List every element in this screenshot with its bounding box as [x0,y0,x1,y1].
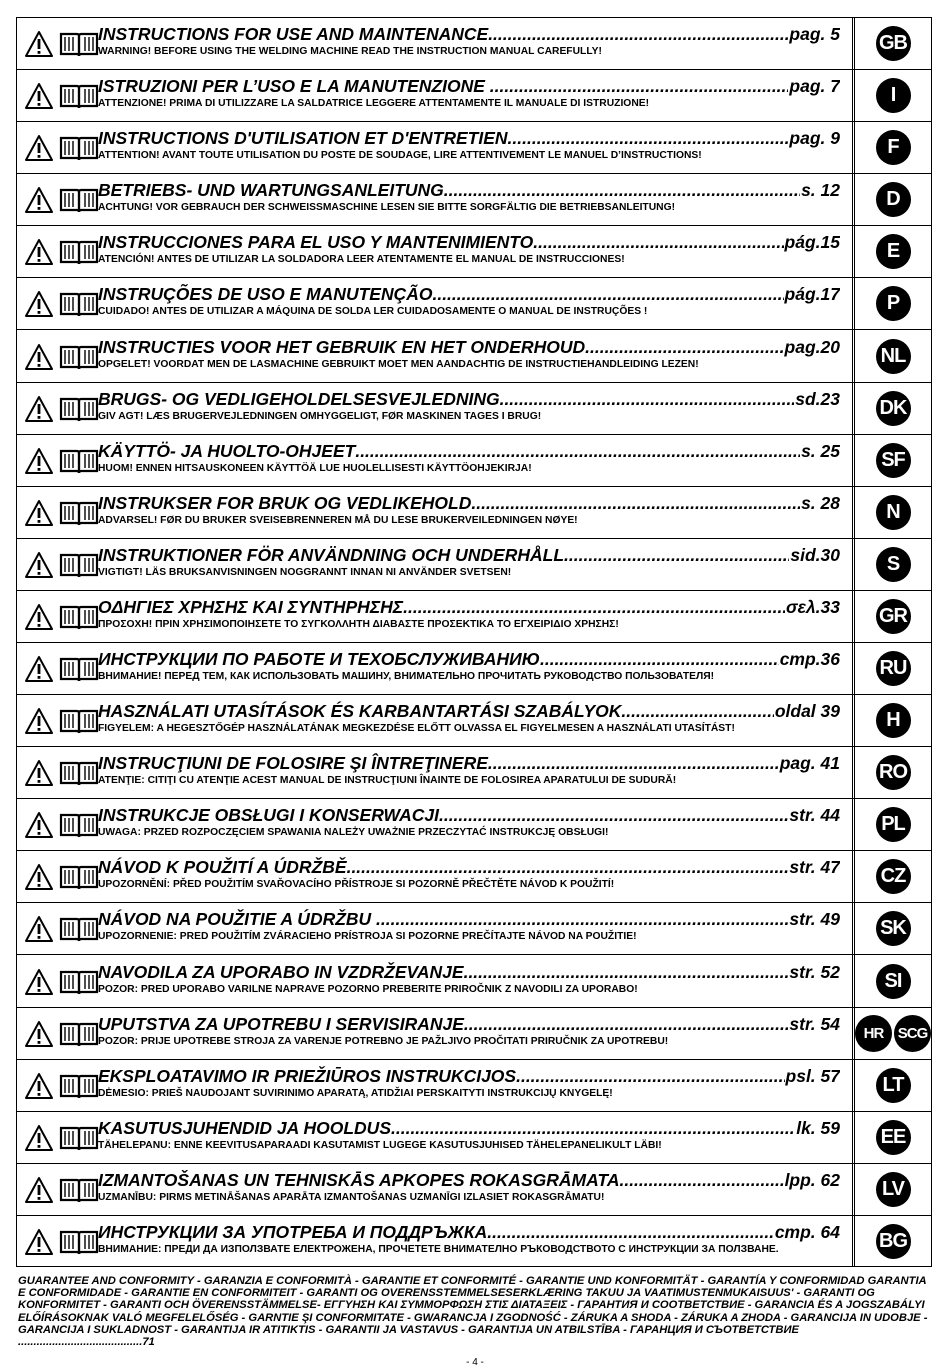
section-title-text: ИНСТРУКЦИИ ЗА УПОТРЕБА И ПОДДРЪЖКА [98,1221,488,1242]
row-icons [25,30,105,60]
contents-row [17,643,931,695]
language-badge: I [876,78,911,113]
language-badge-area [853,278,933,329]
contents-row [17,747,931,799]
section-title-text: UPUTSTVA ZA UPOTREBU I SERVISIRANJE [98,1013,464,1034]
language-badge: SF [876,443,911,478]
language-badge: LV [876,1172,911,1207]
manual-book-icon [59,759,99,787]
section-title-text: INSTRUKSER FOR BRUK OG VEDLIKEHOLD [98,492,472,513]
section-warning: OPGELET! VOORDAT MEN DE LASMACHINE GEBRUIKT MOET MEN AANDACHTIG DE INSTRUCTIEHANDLEIDING LEZEN! [98,358,699,370]
row-icons [25,1228,105,1258]
section-warning: ATENCIÓN! ANTES DE UTILIZAR LA SOLDADORA LEER ATENTAMENTE EL MANUAL DE INSTRUCCIONES! [98,254,625,266]
section-warning: ATENŢIE: CITIŢI CU ATENŢIE ACEST MANUAL DE INSTRUCŢIUNI ÎNAINTE DE FOLOSIREA APARATULUI DE SUDURĂ! [98,775,677,787]
section-warning: ΠΡΟΣΟΧΗ! ΠΡΙΝ ΧΡΗΣΙΜΟΠΟΙΗΣΕΤΕ ΤΟ ΣΥΓΚΟΛΛΗΤΗ ΔΙΑΒΑΣΤΕ ΠΡΟΣΕΚΤΙΚΑ ΤΟ ΕΓΧΕΙΡΙΔΙΟ ΧΡΗΣΗΣ! [98,618,619,630]
section-page-ref: σελ.33 [785,596,840,617]
row-icons [25,134,105,164]
section-title [98,753,840,773]
manual-book-icon [59,343,99,371]
section-title [98,1014,840,1034]
section-title [98,1066,840,1086]
contents-row [17,799,931,851]
section-title [98,1170,840,1190]
leader-dots [403,597,785,617]
section-title-text: BETRIEBS- UND WARTUNGSANLEITUNG [98,180,444,201]
language-badge: RO [876,755,911,790]
section-title-text: ИНСТРУКЦИИ ПО РАБОТЕ И ТЕХОБСЛУЖИВАНИЮ [98,649,540,669]
row-icons [25,290,105,320]
language-badge: GB [876,26,911,61]
section-title [98,701,840,721]
section-title-text: NÁVOD NA POUŽITIE A ÚDRŽBU . [98,909,381,930]
row-icons [25,707,105,737]
manual-book-icon [59,968,99,996]
warning-triangle-icon [25,863,53,891]
manual-book-icon [59,863,99,891]
contents-row [17,70,931,122]
language-badge: HR [855,1015,892,1052]
section-title [98,649,840,669]
section-title-text: BRUGS- OG VEDLIGEHOLDELSESVEJLEDNING [98,388,500,409]
section-page-ref: psl. 57 [785,1065,840,1086]
section-page-ref: lpp. 62 [784,1169,840,1190]
language-badge: SK [876,911,911,946]
section-warning: DĖMESIO: PRIEŠ NAUDOJANT SUVIRINIMO APARATĄ, ATIDŽIAI PERSKAITYTI INSTRUKCIJŲ KNYGELĘ! [98,1087,613,1099]
leader-dots [488,753,779,773]
contents-row [17,695,931,747]
section-title [98,24,840,44]
row-icons [25,499,105,529]
section-warning: UPOZORNĚNÍ: PŘED POUŽITÍM SVAŘOVACÍHO PŘÍSTROJE SI POZORNĚ PŘEČTĚTE NÁVOD K POUŽITÍ! [98,879,615,891]
section-title-text: INSTRUCTIES VOOR HET GEBRUIK EN HET ONDERHOUD [98,336,586,357]
leader-dots [444,180,800,200]
language-badge: H [876,703,911,738]
leader-dots [487,1222,774,1242]
section-warning: POZOR: PRED UPORABO VARILNE NAPRAVE POZORNO PREBERITE PRIROČNIK Z NAVODILI ZA UPORABO! [98,983,638,995]
row-icons [25,1020,105,1050]
section-warning: ATTENZIONE! PRIMA DI UTILIZZARE LA SALDATRICE LEGGERE ATTENTAMENTE IL MANUALE DI ISTRUZIONE! [98,98,650,110]
section-warning: ВНИМАНИЕ! ПЕРЕД ТЕМ, КАК ИСПОЛЬЗОВАТЬ МАШИНУ, ВНИМАТЕЛЬНО ПРОЧИТАТЬ РУКОВОДСТВО ПОЛЬЗОВАТЕЛЯ! [98,671,715,682]
section-warning: ATTENTION! AVANT TOUTE UTILISATION DU POSTE DE SOUDAGE, LIRE ATTENTIVEMENT LE MANUEL D’INSTRUCTIONS! [98,150,702,162]
section-title-text: INSTRUCCIONES PARA EL USO Y MANTENIMIENTO [98,232,534,253]
contents-row [17,435,931,487]
section-warning: CUIDADO! ANTES DE UTILIZAR A MÁQUINA DE SOLDA LER CUIDADOSAMENTE O MANUAL DE INSTRUÇÕES ! [98,306,648,318]
manual-book-icon [59,134,99,162]
section-title [98,284,840,304]
manual-book-icon [59,1228,99,1256]
contents-rows [17,18,931,1266]
leader-dots [500,76,789,96]
contents-row [17,539,931,591]
row-icons [25,1124,105,1154]
language-badge-area [853,591,933,642]
language-badge-area [853,1060,933,1111]
warning-triangle-icon [25,1020,53,1048]
row-icons [25,1176,105,1206]
section-title [98,180,840,200]
section-warning: FIGYELEM: A HEGESZTŐGÉP HASZNÁLATÁNAK MEGKEZDÉSE ELŐTT OLVASSA EL FIGYELMESEN A HASZNÁLATI UTASÍTÁST! [98,723,735,735]
row-icons [25,863,105,893]
language-badge-area [853,1112,933,1163]
manual-book-icon [59,915,99,943]
warning-triangle-icon [25,811,53,839]
language-badge-area [853,1164,933,1215]
manual-book-icon [59,238,99,266]
manual-book-icon [59,499,99,527]
contents-row [17,18,931,70]
row-icons [25,238,105,268]
warning-triangle-icon [25,290,53,318]
row-icons [25,603,105,633]
leader-dots [439,805,788,825]
column-divider [852,18,855,1266]
leader-dots [464,1014,788,1034]
language-badge-area [853,956,933,1007]
section-title-text: EKSPLOATAVIMO IR PRIEŽIŪROS INSTRUKCIJOS [98,1065,517,1086]
manual-book-icon [59,82,99,110]
section-title-text: INSTRUÇÕES DE USO E MANUTENÇÃO [98,284,433,305]
manual-book-icon [59,1124,99,1152]
section-warning: WARNING! BEFORE USING THE WELDING MACHINE READ THE INSTRUCTION MANUAL CAREFULLY! [98,46,602,57]
language-badge-area [853,851,933,902]
section-warning: POZOR: PRIJE UPOTREBE STROJA ZA VARENJE POTREBNO JE PAŽLJIVO PROČITATI PRIRUČNIK ZA UPOTREBU! [98,1035,669,1047]
leader-dots [391,1118,795,1138]
section-title-text: INSTRUCTIONS D'UTILISATION ET D'ENTRETIEN [98,128,508,149]
contents-row [17,278,931,330]
contents-row [17,851,931,903]
contents-row [17,1216,931,1268]
section-title [98,857,840,877]
warning-triangle-icon [25,603,53,631]
language-badge-area [853,903,933,954]
leader-dots [619,1170,783,1190]
language-badge: CZ [876,859,911,894]
language-badge: EE [876,1120,911,1155]
warning-triangle-icon [25,1124,53,1152]
section-warning: UPOZORNENIE: PRED POUŽITÍM ZVÁRACIEHO PRÍSTROJA SI POZORNE PREČÍTAJTE NÁVOD NA POUŽITIE! [98,931,637,943]
contents-row [17,487,931,539]
language-badge: P [876,286,911,321]
section-title-text: NAVODILA ZA UPORABO IN VZDRŽEVANJE [98,961,464,982]
section-title [98,962,840,982]
section-title-text: NÁVOD K POUŽITÍ A ÚDRŽBĚ [98,857,347,878]
section-warning: HUOM! ENNEN HITSAUSKONEEN KÄYTTÖÄ LUE HUOLELLISESTI KÄYTTÖOHJEKIRJA! [98,462,532,474]
language-badge: DK [876,391,911,426]
warning-triangle-icon [25,759,53,787]
section-title [98,1222,840,1242]
section-title-text: KÄYTTÖ- JA HUOLTO-OHJEET [98,440,356,461]
manual-book-icon [59,551,99,579]
contents-row [17,122,931,174]
section-warning: UWAGA: PRZED ROZPOCZĘCIEM SPAWANIA NALEŻY UWAŻNIE PRZECZYTAĆ INSTRUKCJĘ OBSŁUGI! [98,827,609,839]
section-title-text: INSTRUCŢIUNI DE FOLOSIRE ŞI ÎNTREŢINERE [98,753,488,774]
language-badge: LT [876,1068,911,1103]
guarantee-footer: GUARANTEE AND CONFORMITY - GARANZIA E CONFORMITÀ - GARANTIE ET CONFORMITÉ - GARANTIE UND KONFORMITÄT - GARANTÍA Y CONFORMIDAD GARANTIA E CONFORMIDADE - GARANTIE EN CONFORMITEIT - GARANTI OG OVERENSSTEMMELSESERKLÆRING TAKUU JA VAATIMUSTENMUKAISUUS' - GARANTI OG KONFORMITET - GARANTI OCH ÖVERENSSTÄMMELSE- ΕΓΓΥΗΣΗ ΚΑΙ ΣΥΜΜΟΡΦΩΣΗ ΣΤΙΣ ΔΙΑΤΑΞΕΙΣ - ГАРАНТИЯ И СООТВЕТСТВИЕ - GARANCIA ÉS A JOGSZABÁLYI ELŐÍRÁSOKNAK VALÓ MEGFELELŐSÉG - GARNTIE ŞI CONFORMITATE - GWARANCJA I ZGODNOŚĆ - ZÁRUKA A SHODA - ZÁRUKA A ZHODA - GARANCIJA IN UDOBJE - GARANCIJA I SUKLADNOST - GARANTIJA IR ATITIKTIS - GARANTII JA VASTAVUS - GARANTIJA UN ATBILSTĪBA - ГАРАНЦИЯ И СЪОТВЕТСТВИЕ ........................................71 [18,1275,928,1349]
row-icons [25,915,105,945]
leader-dots [488,24,788,44]
warning-triangle-icon [25,186,53,214]
section-page-ref: стр.36 [779,649,840,669]
language-badge-area [853,226,933,277]
section-page-ref: sd.23 [795,388,840,409]
section-title [98,76,840,96]
section-warning: ADVARSEL! FØR DU BRUKER SVEISEBRENNEREN MÅ DU LESE BRUKERVEILEDNINGEN NØYE! [98,514,578,526]
manual-book-icon [59,447,99,475]
warning-triangle-icon [25,447,53,475]
language-badge: PL [876,807,911,842]
contents-row [17,174,931,226]
section-title-text: INSTRUKCJE OBSŁUGI I KONSERWACJI [98,805,439,826]
leader-dots [564,545,789,565]
leader-dots [585,337,783,357]
manual-book-icon [59,1176,99,1204]
warning-triangle-icon [25,82,53,110]
contents-row [17,331,931,383]
leader-dots [533,232,783,252]
section-page-ref: oldal 39 [774,701,840,722]
leader-dots [464,962,789,982]
section-title [98,1118,840,1138]
language-badge-area [853,174,933,225]
language-badge-area [853,539,933,590]
leader-dots [540,649,779,669]
section-title-text: IZMANTOŠANAS UN TEHNISKĀS APKOPES ROKASGRĀMATA [98,1169,620,1190]
language-badge: F [876,130,911,165]
language-badge-area [853,435,933,486]
leader-dots [347,857,789,877]
section-title [98,389,840,409]
contents-row [17,591,931,643]
section-title [98,805,840,825]
section-warning: VIGTIGT! LÄS BRUKSANVISNINGEN NOGGRANNT INNAN NI ANVÄNDER SVETSEN! [98,566,512,578]
section-title-text: INSTRUKTIONER FÖR ANVÄNDNING OCH UNDERHÅLL [98,544,565,565]
language-badge-area [853,1216,933,1268]
row-icons [25,551,105,581]
manual-book-icon [59,30,99,58]
section-warning: ACHTUNG! VOR GEBRAUCH DER SCHWEISSMASCHINE LESEN SIE BITTE SORGFÄLTIG DIE BETRIEBSANLEITUNG! [98,202,676,214]
row-icons [25,811,105,841]
language-badge-area [853,747,933,798]
section-page-ref: str. 54 [789,1013,840,1034]
manual-book-icon [59,655,99,683]
contents-row [17,1112,931,1164]
page-number: - 4 - [466,1357,484,1368]
language-badge-area [853,70,933,121]
leader-dots [508,128,789,148]
section-warning: GIV AGT! LÆS BRUGERVEJLEDNINGEN OMHYGGELIGT, FØR MASKINEN TAGES I BRUG! [98,410,542,422]
row-icons [25,186,105,216]
language-badge: NL [876,339,911,374]
row-icons [25,82,105,112]
warning-triangle-icon [25,395,53,423]
language-badge-area [853,487,933,538]
section-title [98,909,840,929]
language-badge-area [853,18,933,69]
warning-triangle-icon [25,551,53,579]
warning-triangle-icon [25,238,53,266]
row-icons [25,395,105,425]
language-badge: N [876,495,911,530]
section-title [98,597,840,617]
section-page-ref: pag. 41 [779,753,840,774]
section-title [98,493,840,513]
language-badge-area [853,383,933,434]
leader-dots [621,701,773,721]
leader-dots [471,493,800,513]
section-page-ref: s. 12 [801,180,840,201]
warning-triangle-icon [25,1176,53,1204]
section-warning: ВНИМАНИЕ: ПРЕДИ ДА ИЗПОЛЗВАТЕ ЕЛЕКТРОЖЕНА, ПРОЧЕТЕТЕ ВНИМАТЕЛНО РЪКОВОДСТВОТО С ИНСТРУКЦИИ ЗА ПОЛЗВАНЕ. [98,1243,779,1255]
contents-row [17,383,931,435]
manual-book-icon [59,290,99,318]
section-page-ref: sid.30 [790,544,840,565]
leader-dots [432,284,783,304]
language-badge-area [853,1008,933,1059]
section-title [98,441,840,461]
warning-triangle-icon [25,707,53,735]
section-page-ref: str. 47 [789,857,840,878]
section-page-ref: pág.17 [784,284,840,305]
language-badge: RU [876,651,911,686]
language-badge: D [876,182,911,217]
section-title-text: ΟΔΗΓΙΕΣ ΧΡΗΣΗΣ ΚΑΙ ΣΥΝΤΗΡΗΣΗΣ [98,596,404,617]
section-title-text: KASUTUSJUHENDID JA HOOLDUS [98,1117,391,1138]
section-page-ref: str. 44 [789,805,840,826]
warning-triangle-icon [25,134,53,162]
section-page-ref: str. 52 [789,961,840,982]
language-badge-area [853,122,933,173]
section-page-ref: s. 25 [801,440,840,461]
contents-row [17,226,931,278]
warning-triangle-icon [25,499,53,527]
language-badge-area [853,331,933,382]
language-badge-area [853,643,933,694]
language-badge: S [876,547,911,582]
section-title [98,128,840,148]
warning-triangle-icon [25,968,53,996]
section-title-text: HASZNÁLATI UTASÍTÁSOK ÉS KARBANTARTÁSI SZABÁLYOK [98,701,622,722]
contents-row [17,956,931,1008]
section-page-ref: str. 49 [789,909,840,930]
language-badge: SI [876,964,911,999]
language-badge: BG [876,1224,911,1259]
section-title-text: ISTRUZIONI PER L’USO E LA MANUTENZIONE .. [98,76,500,97]
section-page-ref: lk. 59 [796,1117,840,1138]
row-icons [25,968,105,998]
leader-dots [381,909,788,929]
section-page-ref: pag.20 [784,336,840,357]
manual-book-icon [59,603,99,631]
manual-book-icon [59,186,99,214]
manual-book-icon [59,707,99,735]
warning-triangle-icon [25,915,53,943]
language-badge-area [853,695,933,746]
section-page-ref: pag. 9 [789,128,840,149]
contents-row [17,1164,931,1216]
row-icons [25,447,105,477]
manual-book-icon [59,1072,99,1100]
language-badge: E [876,234,911,269]
contents-row [17,903,931,955]
warning-triangle-icon [25,1228,53,1256]
row-icons [25,1072,105,1102]
warning-triangle-icon [25,30,53,58]
warning-triangle-icon [25,343,53,371]
section-page-ref: pag. 7 [789,76,840,97]
warning-triangle-icon [25,1072,53,1100]
section-page-ref: стр. 64 [774,1221,840,1242]
section-page-ref: pag. 5 [789,24,840,44]
language-badge-area [853,799,933,850]
leader-dots [355,441,800,461]
manual-book-icon [59,395,99,423]
contents-row [17,1008,931,1060]
section-title [98,337,840,357]
section-title [98,545,840,565]
contents-row [17,1060,931,1112]
section-warning: UZMANĪBU: PIRMS METINĀŠANAS APARĀTA IZMANTOŠANAS UZMANĪGI IZLASIET ROKASGRĀMATU! [98,1191,605,1203]
section-page-ref: pág.15 [784,232,840,253]
manual-book-icon [59,811,99,839]
leader-dots [500,389,795,409]
section-page-ref: s. 28 [801,492,840,513]
contents-table [16,17,932,1267]
row-icons [25,343,105,373]
section-title-text: INSTRUCTIONS FOR USE AND MAINTENANCE [98,24,489,44]
warning-triangle-icon [25,655,53,683]
language-badge: GR [876,599,911,634]
row-icons [25,655,105,685]
leader-dots [516,1066,784,1086]
section-title [98,232,840,252]
row-icons [25,759,105,789]
language-badge: SCG [894,1015,931,1052]
manual-book-icon [59,1020,99,1048]
section-warning: TÄHELEPANU: ENNE KEEVITUSAPARAADI KASUTAMIST LUGEGE KASUTUSJUHISED TÄHELEPANELIKULT LÄBI! [98,1139,662,1151]
